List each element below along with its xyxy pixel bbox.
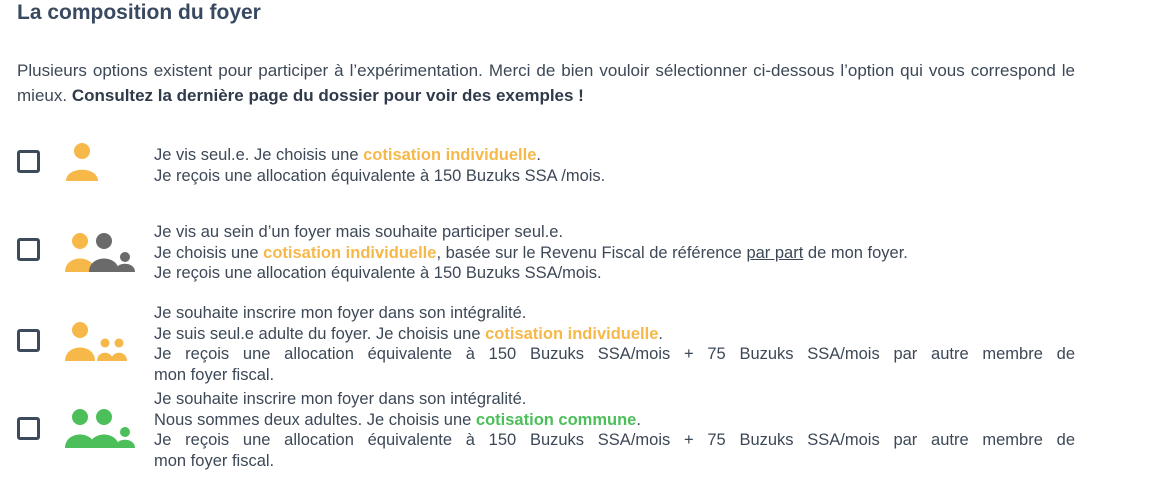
option-household-single-adult (0, 303, 1152, 385)
option-1-text (154, 145, 1075, 186)
option-1-line-1: Je vis seul.e. Je choisis une cotisation individuelle. (154, 146, 541, 164)
option-2-line-2: Je choisis une cotisation individuelle, basée sur le Revenu Fiscal de référence par part de mon foyer. (154, 243, 908, 262)
option-2-text (154, 222, 1075, 284)
option-individual-single (0, 142, 1152, 192)
option-3-text (154, 303, 1075, 385)
option-4-line-4: mon foyer fiscal. (154, 451, 275, 470)
option-4-line-3: Je reçois une allocation équivalente à 150 Buzuks SSA/mois + 75 Buzuks SSA/mois par autre membre de (154, 431, 1075, 449)
highlight-cotisation-individuelle: cotisation individuelle (263, 243, 437, 262)
intro-paragraph (17, 58, 1075, 108)
person-with-household-icon (62, 229, 140, 275)
page-title: La composition du foyer (17, 1, 261, 24)
option-1-line-2: Je reçois une allocation équivalente à 150 Buzuks SSA /mois. (154, 166, 606, 185)
highlight-cotisation-commune: cotisation commune (475, 410, 637, 429)
option-3-line-4: mon foyer fiscal. (154, 365, 275, 384)
highlight-cotisation-individuelle: cotisation individuelle (485, 324, 659, 343)
intro-text: Plusieurs options existent pour participer à l’expérimentation. Merci de bien vouloir sélectionner ci-dessous l’option qui vous correspond le mieux. (17, 61, 1075, 105)
option-3-line-3: Je reçois une allocation équivalente à 150 Buzuks SSA/mois + 75 Buzuks SSA/mois par autre membre de (154, 345, 1075, 363)
single-adult-family-icon (62, 319, 128, 363)
option-3-line-2: Je suis seul.e adulte du foyer. Je choisis une cotisation individuelle. (154, 324, 663, 343)
option-4-line-2: Nous sommes deux adultes. Je choisis une cotisation commune. (154, 410, 641, 429)
option-2-line-3: Je reçois une allocation équivalente à 150 Buzuks SSA/mois. (154, 264, 602, 282)
checkbox-option-1[interactable] (17, 150, 40, 173)
intro-bold-text: Consultez la dernière page du dossier pour voir des exemples ! (71, 86, 584, 105)
highlight-cotisation-individuelle: cotisation individuelle (363, 146, 537, 164)
option-4-line-1: Je souhaite inscrire mon foyer dans son intégralité. (154, 390, 527, 408)
underlined-par-part: par part (746, 243, 804, 262)
checkbox-option-4[interactable] (17, 417, 40, 440)
option-household-two-adults (0, 389, 1152, 471)
option-2-line-1: Je vis au sein d’un foyer mais souhaite participer seul.e. (154, 223, 564, 241)
option-3-line-1: Je souhaite inscrire mon foyer dans son intégralité. (154, 304, 527, 322)
option-4-text (154, 389, 1075, 471)
two-adults-family-icon (62, 405, 140, 451)
single-person-icon (60, 140, 104, 184)
option-individual-in-household (0, 222, 1152, 286)
checkbox-option-2[interactable] (17, 238, 40, 261)
checkbox-option-3[interactable] (17, 329, 40, 352)
